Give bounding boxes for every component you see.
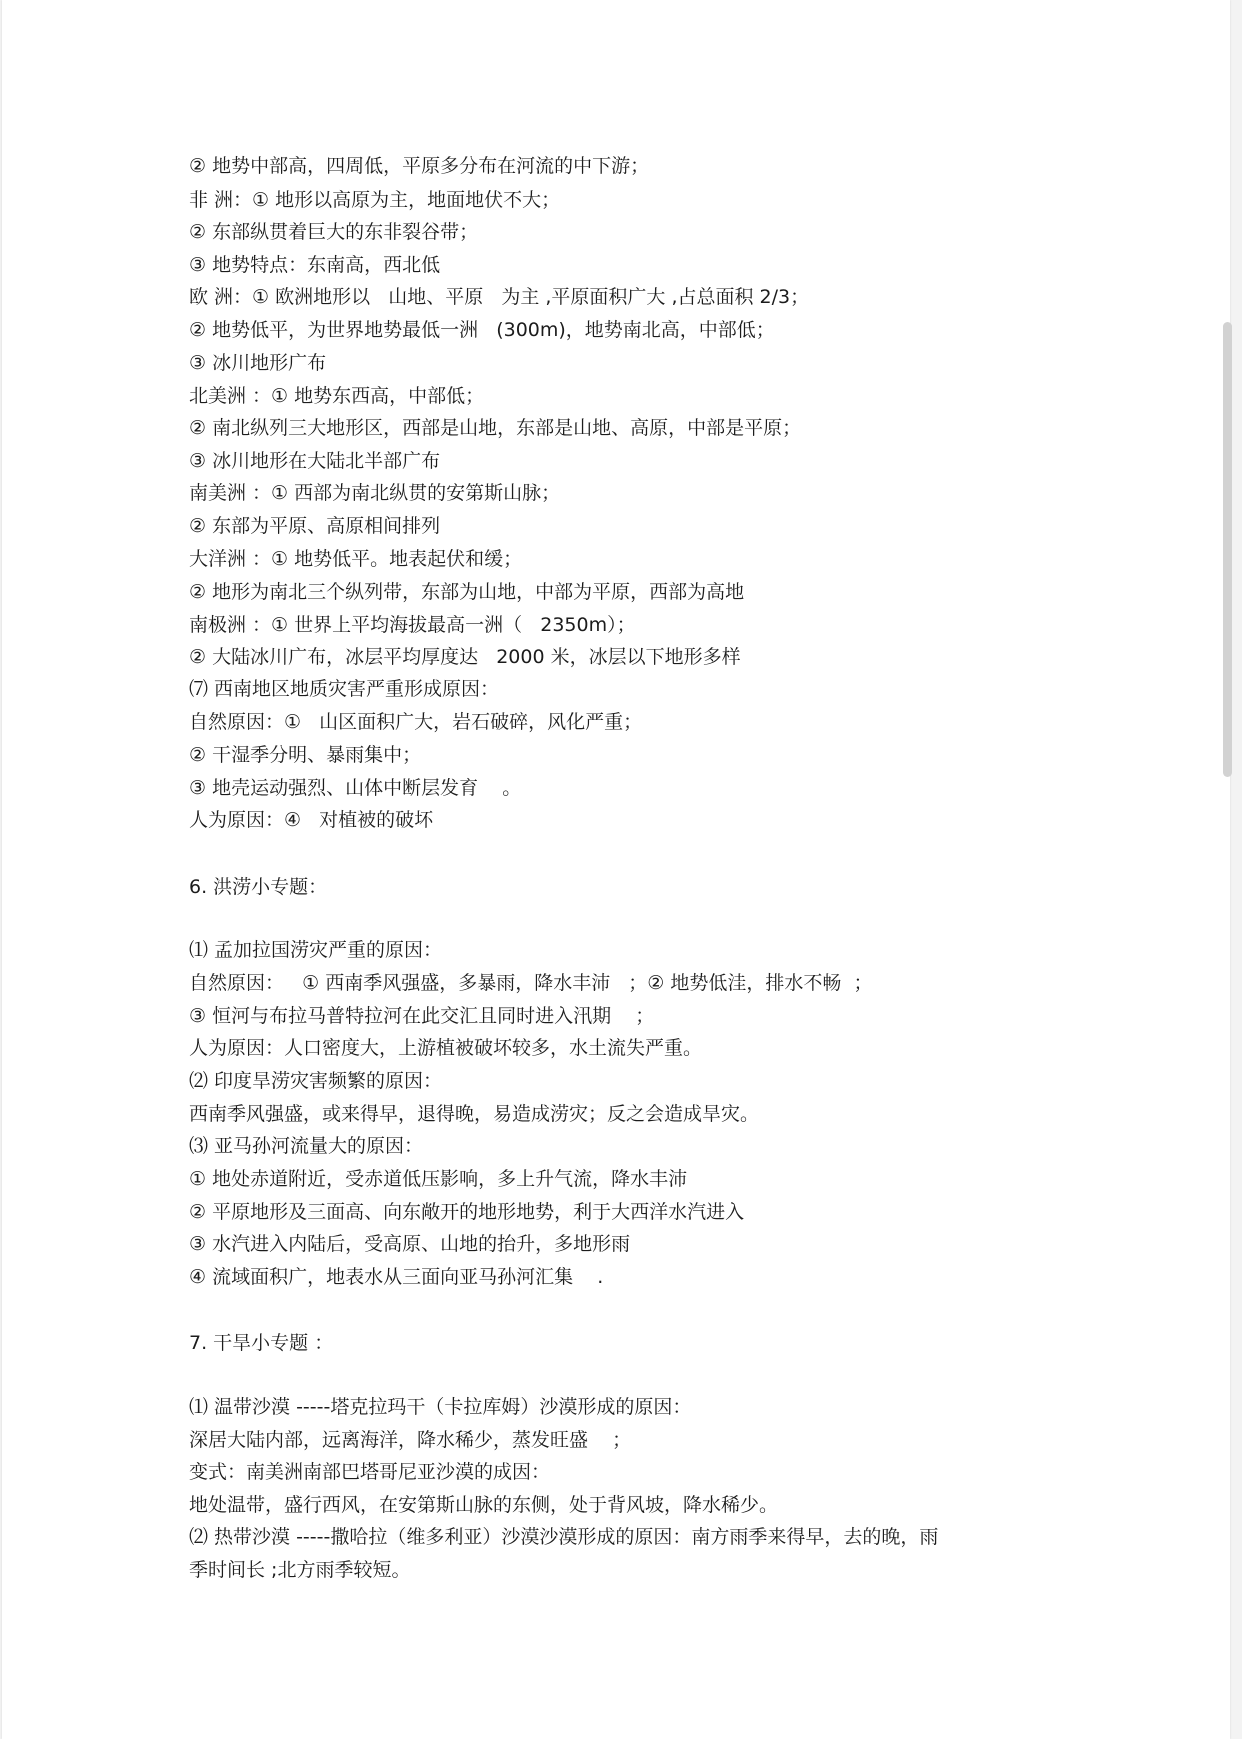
text-line: ④ 流域面积广，地表水从三面向亚马孙河汇集 . — [189, 1266, 604, 1288]
text-line: ⑴ 孟加拉国涝灾严重的原因： — [189, 939, 443, 961]
text-line: ⑶ 亚马孙河流量大的原因： — [189, 1135, 424, 1157]
text-line: ③ 冰川地形在大陆北半部广布 — [189, 450, 441, 472]
text-line: ⑵ 印度旱涝灾害频繁的原因： — [189, 1070, 443, 1092]
text-line: 变式：南美洲南部巴塔哥尼亚沙漠的成因： — [189, 1461, 551, 1483]
text-line: ② 平原地形及三面高、向东敞开的地形地势，利于大西洋水汽进入 — [189, 1201, 745, 1223]
section-heading: 7. 干旱小专题 ： — [189, 1332, 334, 1354]
text-line: 季时间长 ;北方雨季较短。 — [189, 1559, 411, 1581]
text-line: ⑺ 西南地区地质灾害严重形成原因： — [189, 678, 500, 700]
text-line: 西南季风强盛，或来得早，退得晚，易造成涝灾；反之会造成旱灾。 — [189, 1103, 760, 1125]
text-line: 地处温带，盛行西风，在安第斯山脉的东侧，处于背风坡，降水稀少。 — [189, 1494, 779, 1516]
text-line: 自然原因： ① 西南季风强盛，多暴雨，降水丰沛 ；② 地势低洼，排水不畅 ； — [189, 972, 873, 994]
text-line: ② 大陆冰川广布，冰层平均厚度达 2000 米，冰层以下地形多样 — [189, 646, 741, 668]
text-line: 欧 洲：① 欧洲地形以 山地、平原 为主 ,平原面积广大 ,占总面积 2/3； — [189, 286, 810, 308]
vertical-scrollbar-thumb[interactable] — [1223, 322, 1232, 777]
text-line: ③ 地壳运动强烈、山体中断层发育 。 — [189, 777, 522, 799]
text-line: 南美洲 ：① 西部为南北纵贯的安第斯山脉； — [189, 482, 561, 504]
text-line: 北美洲 ：① 地势东西高，中部低； — [189, 385, 485, 407]
text-line: 人为原因：人口密度大，上游植被破坏较多，水土流失严重。 — [189, 1037, 703, 1059]
section-heading: 6. 洪涝小专题： — [189, 876, 328, 898]
text-line: 人为原因：④ 对植被的破坏 — [189, 809, 434, 831]
text-line: ② 南北纵列三大地形区，西部是山地，东部是山地、高原，中部是平原； — [189, 417, 802, 439]
text-line: ③ 恒河与布拉马普特拉河在此交汇且同时进入汛期 ； — [189, 1005, 655, 1027]
text-line: ⑴ 温带沙漠 -----塔克拉玛干（卡拉库姆）沙漠形成的原因： — [189, 1396, 692, 1418]
text-line: ③ 冰川地形广布 — [189, 352, 327, 374]
text-line: 大洋洲 ：① 地势低平。地表起伏和缓； — [189, 548, 523, 570]
text-line: ② 地形为南北三个纵列带，东部为山地，中部为平原，西部为高地 — [189, 581, 745, 603]
text-line: 南极洲 ：① 世界上平均海拔最高一洲（ 2350m）； — [189, 614, 636, 636]
text-line: ② 地势中部高，四周低，平原多分布在河流的中下游； — [189, 155, 650, 177]
text-line: ② 东部为平原、高原相间排列 — [189, 515, 441, 537]
document-page — [2, 0, 1230, 1739]
text-line: ③ 地势特点：东南高，西北低 — [189, 254, 441, 276]
text-line: ① 地处赤道附近，受赤道低压影响，多上升气流，降水丰沛 — [189, 1168, 688, 1190]
text-line: ② 干湿季分明、暴雨集中； — [189, 744, 422, 766]
text-line: 自然原因：① 山区面积广大，岩石破碎，风化严重； — [189, 711, 643, 733]
text-line: ⑵ 热带沙漠 -----撒哈拉（维多利亚）沙漠沙漠形成的原因：南方雨季来得早，去的晚，雨 — [189, 1526, 939, 1548]
text-line: ② 东部纵贯着巨大的东非裂谷带； — [189, 221, 479, 243]
text-line: 深居大陆内部，远离海洋，降水稀少，蒸发旺盛 ； — [189, 1429, 632, 1451]
text-line: ③ 水汽进入内陆后，受高原、山地的抬升，多地形雨 — [189, 1233, 631, 1255]
text-line: 非 洲：① 地形以高原为主，地面地伏不大； — [189, 189, 561, 211]
text-line: ② 地势低平，为世界地势最低一洲 (300m)，地势南北高，中部低； — [189, 319, 775, 341]
